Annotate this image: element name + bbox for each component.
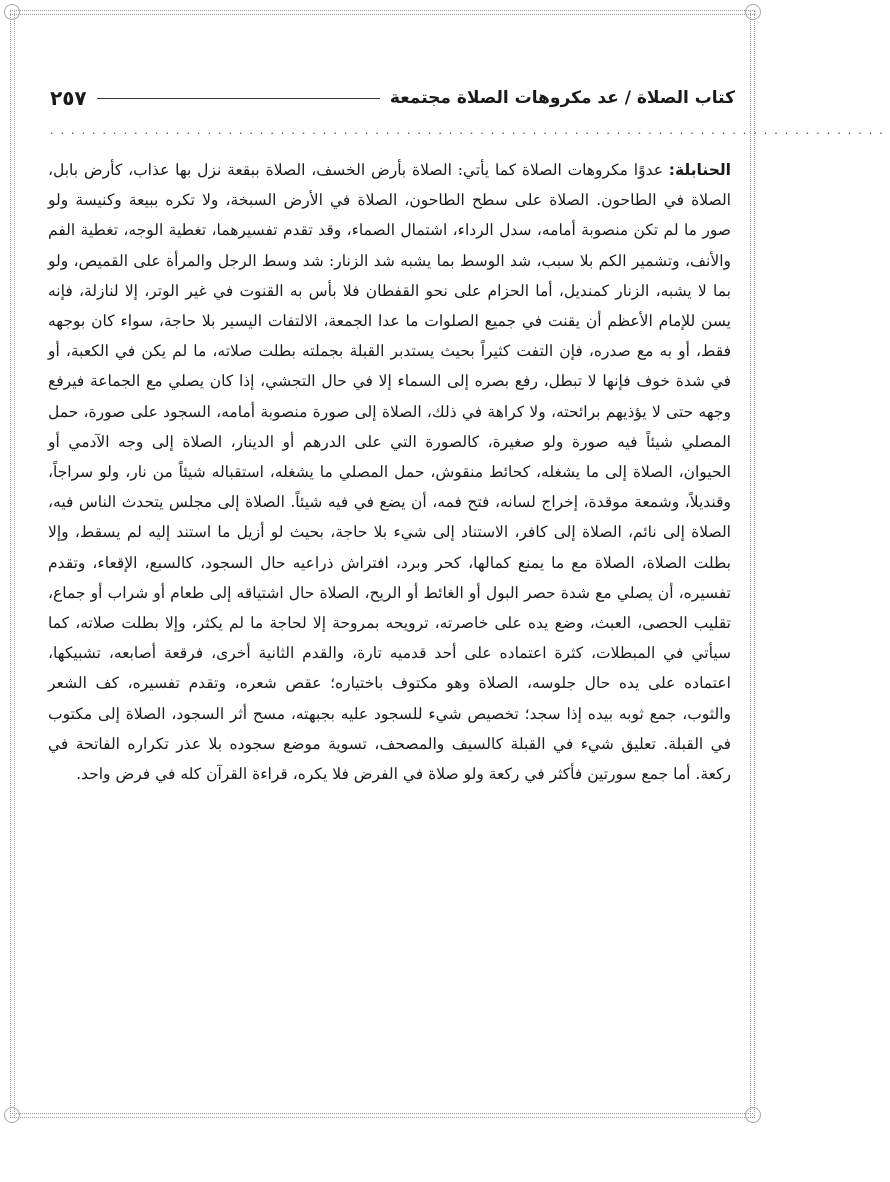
border-left	[10, 10, 15, 1116]
corner-ornament	[4, 1107, 20, 1123]
page-header	[50, 80, 735, 116]
corner-ornament	[4, 4, 20, 20]
main-paragraph	[48, 155, 731, 789]
border-right	[750, 10, 755, 1116]
paragraph-text: عدوًا مكروهات الصلاة كما يأتي: الصلاة بأرض الخسف، الصلاة ببقعة نزل بها عذاب، كأرض بابل، الصلاة في الطاحون. الصلاة على سطح الطاحون، الصلاة في الأرض السبخة، ولا تكره ببيعة وكنيسة ولو صور ما لم تكن منصوبة أمامه، سدل الرداء، اشتمال الصماء، وقد تقدم تفسيرهما، تغطية الوجه، تغطية الفم والأنف، وتشمير الكم بلا سبب، شد الوسط بما يشبه شد الزنار: شد وسط الرجل والمرأة على القميص، ولو بما لا يشبه، الزنار كمنديل، أما الحزام على نحو القفطان فلا بأس به القنوت في غير الوتر، إلا لنازلة، فإنه يسن للإمام الأعظم أن يقنت في جميع الصلوات ما عدا الجمعة، الالتفات اليسير بلا حاجة، سواء كان بوجهه فقط، أو به مع صدره، فإن التفت كثيراً بحيث يستدبر القبلة بجملته بطلت صلاته، ما لم يكن في الكعبة، أو في شدة خوف فإنها لا تبطل، رفع بصره إلى السماء إلا في حال التجشي، إذا كان يصلي مع الجماعة فيرفع وجهه حتى لا يؤذيهم برائحته، ولا كراهة في ذلك، الصلاة إلى صورة منصوبة أمامه، السجود على صورة، حمل المصلي شيئاً فيه صورة ولو صغيرة، كالصورة التي على الدرهم أو الدينار، الصلاة إلى وجه الآدمي أو الحيوان، الصلاة إلى ما يشغله، كحائط منقوش، حمل المصلي ما يشغله، استقباله شيئاً من نار، ولو سراجاً، وقنديلاً، وشمعة موقدة، إخراج لسانه، فتح فمه، أن يضع في فيه شيئاً. الصلاة إلى مجلس يتحدث الناس فيه، الصلاة إلى نائم، الصلاة إلى كافر، الاستناد إلى شيء بلا حاجة، بحيث لو أزيل ما استند إليه لم يسقط، وإلا بطلت الصلاة، الصلاة مع ما يمنع كمالها، كحر وبرد، افتراش ذراعيه حال السجود، كالسبع، الإقعاء، وتقدم تفسيره، أن يصلي مع شدة حصر البول أو الغائط أو الريح، الصلاة حال اشتياقه إلى طعام أو شراب أو جماع، تقليب الحصى، العبث، وضع يده على خاصرته، ترويحه بمروحة إلا لحاجة ما لم يكثر، وإلا بطلت صلاته، كما سيأتي في المبطلات، كثرة اعتماده على أحد قدميه تارة، والقدم الثانية أخرى، فرقعة أصابعه، تشبيكها، اعتماده على يده حال جلوسه، الصلاة وهو مكتوف باختياره؛ عقص شعره، وتقدم تفسيره، كف الشعر والثوب، جمع ثوبه بيده إذا سجد؛ تخصيص شيء للسجود عليه بجبهته، مسح أثر السجود، الصلاة إلى مكتوب في القبلة. تعليق شيء في القبلة كالسيف والمصحف، تسوية موضع سجوده بلا عذر تكراره الفاتحة في ركعة. أما جمع سورتين فأكثر في ركعة ولو صلاة في الفرض فلا يكره، قراءة القرآن كله في فرض واحد.	[48, 161, 731, 784]
page-number: ٢٥٧	[50, 86, 87, 110]
header-rule	[97, 98, 380, 99]
corner-ornament	[745, 4, 761, 20]
border-top	[10, 10, 755, 15]
section-lead: الحنابلة:	[668, 161, 731, 179]
dotted-separator: ................................................................................	[50, 124, 890, 137]
corner-ornament	[745, 1107, 761, 1123]
running-title: كتاب الصلاة / عد مكروهات الصلاة مجتمعة	[389, 88, 735, 108]
border-bottom	[10, 1113, 755, 1118]
